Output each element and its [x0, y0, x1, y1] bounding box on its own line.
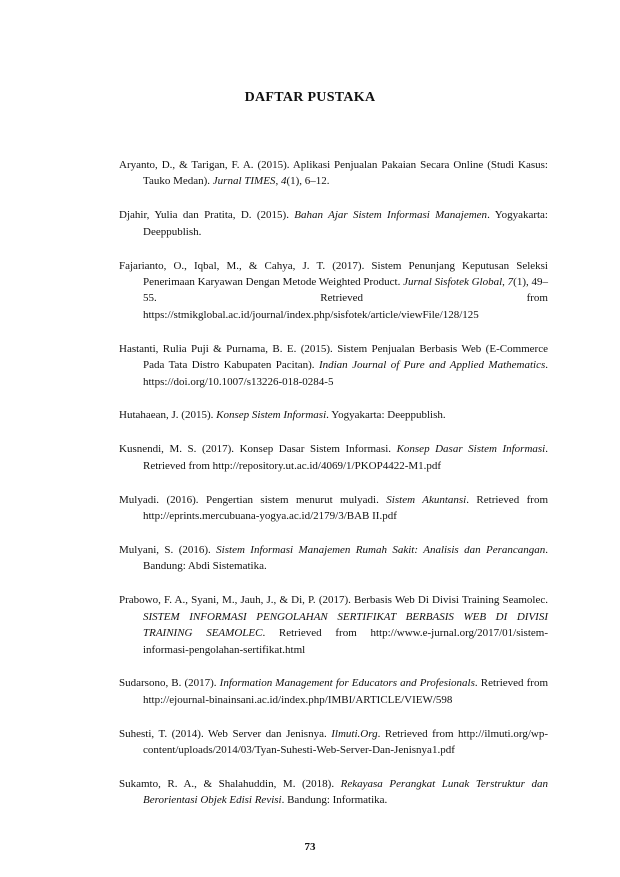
reference-text: Prabowo, F. A., Syani, M., Jauh, J., & Di, P. (2017). Berbasis Web Di Divisi Training Seamolec. — [119, 594, 548, 607]
reference-entry — [119, 726, 548, 759]
reference-list — [119, 157, 548, 809]
reference-italic-text: Sistem Akuntansi — [386, 493, 467, 506]
reference-text: . Retrieved from http://repository.ut.ac.id/4069/1/PKOP4422-M1.pdf — [143, 443, 548, 472]
reference-italic-text: 4 — [280, 175, 287, 188]
reference-text: Sukamto, R. A., & Shalahuddin, M. (2018). — [119, 778, 341, 791]
reference-entry — [119, 492, 548, 525]
reference-text: . Retrieved from http://www.e-jurnal.org/2017/01/sistem-informasi-pengolahan-sertifikat.html — [143, 627, 548, 656]
reference-entry — [119, 157, 548, 190]
reference-text: . Retrieved from http://ejournal-binainsani.ac.id/index.php/IMBI/ARTICLE/VIEW/598 — [143, 677, 548, 706]
reference-text: , — [502, 276, 508, 289]
reference-italic-text: Konsep Sistem Informasi — [216, 409, 327, 422]
page-number: 73 — [304, 841, 316, 853]
reference-italic-text: Indian Journal of Pure and Applied Mathematics — [318, 359, 546, 372]
reference-entry — [119, 258, 548, 324]
reference-entry — [119, 542, 548, 575]
reference-text: . Retrieved from http://ilmuti.org/wp-content/uploads/2014/03/Tyan-Suhesti-Web-Server-Dan-Jenisnya1.pdf — [143, 727, 548, 757]
reference-italic-text: Konsep Dasar Sistem Informasi — [396, 443, 546, 456]
reference-text: . Bandung: Informatika. — [281, 794, 388, 807]
reference-entry — [119, 675, 548, 708]
reference-text: Mulyadi. (2016). Pengertian sistem menurut mulyadi. — [119, 493, 387, 506]
reference-text: . Yogyakarta: Deeppublish. — [326, 409, 446, 422]
reference-italic-text: SISTEM INFORMASI PENGOLAHAN SERTIFIKAT BERBASIS WEB DI DIVISI TRAINING SEAMOLEC — [143, 610, 548, 640]
reference-text: . Yogyakarta: Deeppublish. — [143, 209, 548, 238]
reference-italic-text: 7 — [507, 276, 514, 289]
reference-text: . Bandung: Abdi Sistematika. — [143, 544, 548, 573]
reference-text: (1), 6–12. — [286, 175, 330, 188]
reference-text: . Retrieved from http://eprints.mercubuana-yogya.ac.id/2179/3/BAB II.pdf — [143, 493, 548, 523]
reference-text: Aryanto, D., & Tarigan, F. A. (2015). Aplikasi Penjualan Pakaian Secara Online (Studi Kasus: Tauko Medan). — [119, 159, 548, 188]
reference-text: Mulyani, S. (2016). — [119, 544, 217, 556]
reference-text: Hastanti, Rulia Puji & Purnama, B. E. (2015). Sistem Penjualan Berbasis Web (E-Commerce Pada Tata Distro Kabupaten Pacitan). — [119, 342, 548, 372]
reference-text: , — [275, 175, 281, 188]
reference-italic-text: Bahan Ajar Sistem Informasi Manajemen — [294, 209, 488, 222]
reference-entry — [119, 407, 548, 423]
reference-italic-text: Jurnal TIMES — [212, 175, 276, 188]
reference-text: Fajarianto, O., Iqbal, M., & Cahya, J. T. (2017). Sistem Penunjang Keputusan Seleksi Penerimaan Karyawan Dengan Metode Weighted Product. — [119, 259, 548, 289]
reference-text: Suhesti, T. (2014). Web Server dan Jenisnya. — [119, 727, 332, 740]
reference-text: Sudarsono, B. (2017). — [119, 677, 220, 690]
reference-italic-text: Information Management for Educators and Profesionals — [219, 677, 475, 690]
reference-entry — [119, 341, 548, 390]
reference-entry — [119, 592, 548, 658]
reference-entry — [119, 776, 548, 809]
reference-entry — [119, 441, 548, 474]
reference-entry — [119, 207, 548, 240]
page-title: DAFTAR PUSTAKA — [244, 90, 376, 105]
reference-italic-text: Ilmuti.Org — [331, 727, 378, 740]
reference-italic-text: Sistem Informasi Manajemen Rumah Sakit: Analisis dan Perancangan — [216, 544, 546, 556]
reference-italic-text: Jurnal Sisfotek Global — [403, 276, 503, 289]
reference-text: Kusnendi, M. S. (2017). Konsep Dasar Sistem Informasi. — [119, 443, 397, 456]
reference-text: Djahir, Yulia dan Pratita, D. (2015). — [119, 209, 295, 222]
reference-italic-text: Rekayasa Perangkat Lunak Terstruktur dan Berorientasi Objek Edisi Revisi — [143, 778, 548, 807]
reference-text: Hutahaean, J. (2015). — [119, 409, 217, 422]
reference-text: . https://doi.org/10.1007/s13226-018-0284-5 — [143, 359, 548, 388]
reference-text: (1), 49–55. Retrieved from https://stmikglobal.ac.id/journal/index.php/sisfotek/article/viewFile/128/125 — [143, 276, 549, 321]
